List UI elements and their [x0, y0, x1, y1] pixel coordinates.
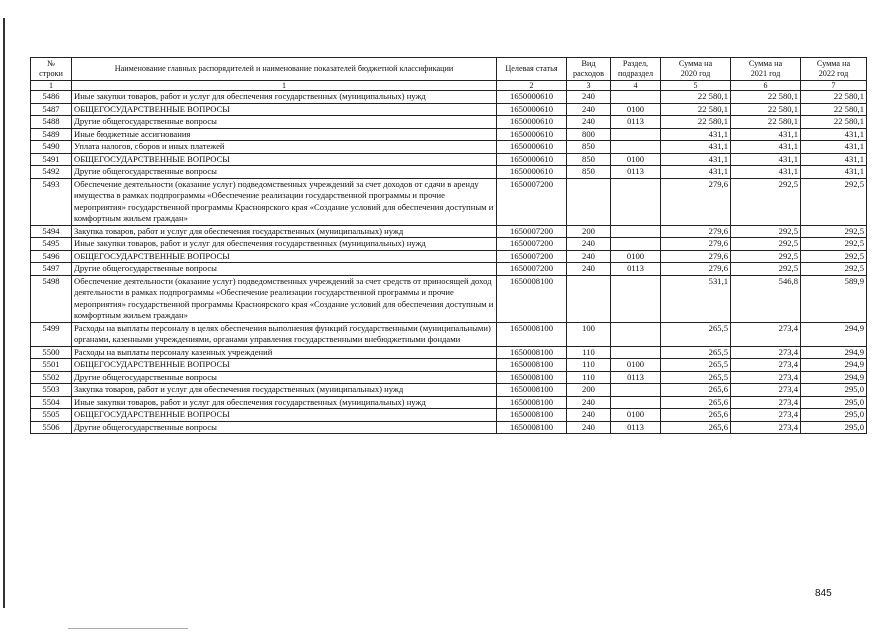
column-number: 6: [731, 81, 801, 91]
row-name: ОБЩЕГОСУДАРСТВЕННЫЕ ВОПРОСЫ: [72, 359, 497, 372]
row-number: 5488: [31, 116, 72, 129]
target-article: 1650000610: [497, 153, 567, 166]
sum-2020: 531,1: [661, 275, 731, 322]
row-name: ОБЩЕГОСУДАРСТВЕННЫЕ ВОПРОСЫ: [72, 153, 497, 166]
table-row: [31, 359, 867, 372]
expense-type: 110: [567, 359, 611, 372]
sum-2022: 431,1: [801, 153, 867, 166]
row-name: Обеспечение деятельности (оказание услуг) подведомственных учреждений за счет доходов от сдачи в аренду имущества в рамках подпрограммы «Обеспечение реализации государственной программы и прочие мероприятия» государственной программы Красноярского края «Создание условий для обеспечения доступным и комфортным жильем граждан»: [72, 178, 497, 225]
expense-type: 240: [567, 396, 611, 409]
table-row: [31, 346, 867, 359]
section-code: [611, 275, 661, 322]
sum-2021: 292,5: [731, 263, 801, 276]
table-row: [31, 225, 867, 238]
table-row: [31, 103, 867, 116]
table-row: [31, 275, 867, 322]
expense-type: [567, 275, 611, 322]
header-sum-2021: Сумма на 2021 год: [731, 58, 801, 81]
expense-type: 100: [567, 322, 611, 346]
target-article: 1650007200: [497, 238, 567, 251]
row-number: 5492: [31, 166, 72, 179]
section-code: [611, 225, 661, 238]
table-row: [31, 178, 867, 225]
section-code: [611, 91, 661, 104]
column-number: 1: [72, 81, 497, 91]
sum-2020: 279,6: [661, 263, 731, 276]
sum-2021: 22 580,1: [731, 91, 801, 104]
expense-type: 240: [567, 116, 611, 129]
sum-2022: 22 580,1: [801, 91, 867, 104]
row-name: Иные закупки товаров, работ и услуг для обеспечения государственных (муниципальных) нужд: [72, 91, 497, 104]
sum-2020: 431,1: [661, 166, 731, 179]
expense-type: 850: [567, 153, 611, 166]
target-article: 1650000610: [497, 116, 567, 129]
section-code: 0100: [611, 409, 661, 422]
sum-2020: 265,5: [661, 322, 731, 346]
target-article: 1650008100: [497, 346, 567, 359]
table-row: [31, 166, 867, 179]
section-code: [611, 178, 661, 225]
expense-type: 240: [567, 409, 611, 422]
table-row: [31, 384, 867, 397]
table-body: [31, 91, 867, 434]
row-name: Расходы на выплаты персоналу в целях обеспечения выполнения функций государственными (муниципальными) органами, казенными учреждениями, органами управления государственными внебюджетными фондами: [72, 322, 497, 346]
sum-2022: 431,1: [801, 166, 867, 179]
table-row: [31, 322, 867, 346]
sum-2022: 589,9: [801, 275, 867, 322]
row-name: Иные бюджетные ассигнования: [72, 128, 497, 141]
row-name: ОБЩЕГОСУДАРСТВЕННЫЕ ВОПРОСЫ: [72, 103, 497, 116]
header-sum-2022: Сумма на 2022 год: [801, 58, 867, 81]
target-article: 1650008100: [497, 421, 567, 434]
sum-2022: 295,0: [801, 384, 867, 397]
table-row: [31, 91, 867, 104]
row-number: 5504: [31, 396, 72, 409]
expense-type: 850: [567, 166, 611, 179]
target-article: 1650007200: [497, 250, 567, 263]
row-number: 5491: [31, 153, 72, 166]
section-code: [611, 322, 661, 346]
header-expense-type: Вид расходов: [567, 58, 611, 81]
target-article: 1650000610: [497, 166, 567, 179]
table-row: [31, 141, 867, 154]
row-number: 5497: [31, 263, 72, 276]
row-name: Закупка товаров, работ и услуг для обеспечения государственных (муниципальных) нужд: [72, 225, 497, 238]
row-number: 5494: [31, 225, 72, 238]
target-article: 1650008100: [497, 275, 567, 322]
row-name: Другие общегосударственные вопросы: [72, 421, 497, 434]
sum-2020: 431,1: [661, 128, 731, 141]
row-name: Другие общегосударственные вопросы: [72, 116, 497, 129]
section-code: 0100: [611, 153, 661, 166]
sum-2022: 431,1: [801, 128, 867, 141]
sum-2021: 431,1: [731, 141, 801, 154]
row-name: Иные закупки товаров, работ и услуг для обеспечения государственных (муниципальных) нужд: [72, 238, 497, 251]
row-name: Закупка товаров, работ и услуг для обеспечения государственных (муниципальных) нужд: [72, 384, 497, 397]
header-sum-2020: Сумма на 2020 год: [661, 58, 731, 81]
section-code: 0100: [611, 103, 661, 116]
expense-type: 240: [567, 238, 611, 251]
expense-type: 110: [567, 346, 611, 359]
row-name: Другие общегосударственные вопросы: [72, 371, 497, 384]
sum-2021: 292,5: [731, 225, 801, 238]
sum-2022: 292,5: [801, 238, 867, 251]
table-row: [31, 396, 867, 409]
sum-2021: 22 580,1: [731, 116, 801, 129]
column-number: 3: [567, 81, 611, 91]
target-article: 1650007200: [497, 178, 567, 225]
sum-2020: 279,6: [661, 238, 731, 251]
row-number: 5495: [31, 238, 72, 251]
row-number: 5505: [31, 409, 72, 422]
margin-line: [3, 18, 5, 608]
sum-2021: 431,1: [731, 153, 801, 166]
row-number: 5489: [31, 128, 72, 141]
table-row: [31, 421, 867, 434]
section-code: [611, 396, 661, 409]
sum-2021: 431,1: [731, 166, 801, 179]
sum-2021: 22 580,1: [731, 103, 801, 116]
row-number: 5496: [31, 250, 72, 263]
table-row: [31, 250, 867, 263]
sum-2021: 273,4: [731, 384, 801, 397]
row-name: Обеспечение деятельности (оказание услуг) подведомственных учреждений за счет средств от приносящей доход деятельности в рамках подпрограммы «Обеспечение реализации государственной программы и прочие мероприятия» государственной программы Красноярского края «Создание условий для обеспечения доступным и комфортным жильем граждан»: [72, 275, 497, 322]
row-number: 5487: [31, 103, 72, 116]
sum-2021: 273,4: [731, 421, 801, 434]
column-number: 4: [611, 81, 661, 91]
expense-type: 200: [567, 384, 611, 397]
sum-2021: 273,4: [731, 322, 801, 346]
column-number: 7: [801, 81, 867, 91]
sum-2020: 279,6: [661, 178, 731, 225]
sum-2020: 279,6: [661, 250, 731, 263]
sum-2022: 295,0: [801, 409, 867, 422]
sum-2020: 279,6: [661, 225, 731, 238]
sum-2022: 292,5: [801, 250, 867, 263]
expense-type: 110: [567, 371, 611, 384]
header-section: Раздел, подраздел: [611, 58, 661, 81]
expense-type: 240: [567, 421, 611, 434]
row-number: 5499: [31, 322, 72, 346]
sum-2022: 22 580,1: [801, 103, 867, 116]
sum-2021: 273,4: [731, 346, 801, 359]
sum-2022: 295,0: [801, 421, 867, 434]
row-number: 5500: [31, 346, 72, 359]
target-article: 1650007200: [497, 263, 567, 276]
header-name: Наименование главных распорядителей и наименование показателей бюджетной классификации: [72, 58, 497, 81]
sum-2021: 273,4: [731, 359, 801, 372]
sum-2021: 273,4: [731, 409, 801, 422]
row-number: 5506: [31, 421, 72, 434]
row-name: Уплата налогов, сборов и иных платежей: [72, 141, 497, 154]
target-article: 1650008100: [497, 396, 567, 409]
section-code: [611, 141, 661, 154]
sum-2020: 22 580,1: [661, 103, 731, 116]
table-row: [31, 238, 867, 251]
sum-2020: 265,6: [661, 396, 731, 409]
section-code: [611, 238, 661, 251]
table-row: [31, 128, 867, 141]
sum-2020: 265,5: [661, 359, 731, 372]
sum-2022: 431,1: [801, 141, 867, 154]
column-number: 1: [31, 81, 72, 91]
expense-type: 240: [567, 91, 611, 104]
sum-2021: 546,8: [731, 275, 801, 322]
sum-2020: 22 580,1: [661, 91, 731, 104]
section-code: 0100: [611, 250, 661, 263]
header-target-article: Целевая статья: [497, 58, 567, 81]
sum-2022: 294,9: [801, 371, 867, 384]
target-article: 1650000610: [497, 91, 567, 104]
row-name: Расходы на выплаты персоналу казенных учреждений: [72, 346, 497, 359]
target-article: 1650008100: [497, 409, 567, 422]
expense-type: 800: [567, 128, 611, 141]
section-code: 0113: [611, 421, 661, 434]
table-row: [31, 116, 867, 129]
section-code: 0113: [611, 263, 661, 276]
sum-2021: 292,5: [731, 250, 801, 263]
target-article: 1650008100: [497, 322, 567, 346]
row-number: 5498: [31, 275, 72, 322]
row-number: 5502: [31, 371, 72, 384]
expense-type: [567, 178, 611, 225]
section-code: 0113: [611, 371, 661, 384]
target-article: 1650000610: [497, 128, 567, 141]
target-article: 1650008100: [497, 359, 567, 372]
sum-2021: 292,5: [731, 238, 801, 251]
page-number: 845: [815, 588, 832, 599]
sum-2020: 431,1: [661, 153, 731, 166]
row-name: Иные закупки товаров, работ и услуг для обеспечения государственных (муниципальных) нужд: [72, 396, 497, 409]
sum-2021: 292,5: [731, 178, 801, 225]
expense-type: 850: [567, 141, 611, 154]
table-row: [31, 153, 867, 166]
row-number: 5501: [31, 359, 72, 372]
sum-2022: 292,5: [801, 225, 867, 238]
sum-2020: 265,5: [661, 346, 731, 359]
column-number: 2: [497, 81, 567, 91]
sum-2020: 265,6: [661, 409, 731, 422]
target-article: 1650007200: [497, 225, 567, 238]
sum-2020: 22 580,1: [661, 116, 731, 129]
sum-2022: 292,5: [801, 263, 867, 276]
row-name: ОБЩЕГОСУДАРСТВЕННЫЕ ВОПРОСЫ: [72, 409, 497, 422]
expense-type: 240: [567, 263, 611, 276]
scan-mark: [68, 628, 188, 629]
sum-2022: 22 580,1: [801, 116, 867, 129]
expense-type: 200: [567, 225, 611, 238]
section-code: [611, 128, 661, 141]
sum-2022: 294,9: [801, 322, 867, 346]
section-code: 0113: [611, 166, 661, 179]
header-row: [31, 58, 867, 81]
sum-2022: 294,9: [801, 359, 867, 372]
sum-2021: 431,1: [731, 128, 801, 141]
section-code: [611, 346, 661, 359]
sum-2022: 295,0: [801, 396, 867, 409]
sum-2020: 265,5: [661, 371, 731, 384]
row-number: 5493: [31, 178, 72, 225]
row-number: 5503: [31, 384, 72, 397]
table-row: [31, 263, 867, 276]
section-code: 0100: [611, 359, 661, 372]
target-article: 1650000610: [497, 141, 567, 154]
table-row: [31, 409, 867, 422]
sum-2022: 292,5: [801, 178, 867, 225]
target-article: 1650000610: [497, 103, 567, 116]
section-code: [611, 384, 661, 397]
row-name: Другие общегосударственные вопросы: [72, 263, 497, 276]
sum-2021: 273,4: [731, 396, 801, 409]
row-number: 5490: [31, 141, 72, 154]
row-name: Другие общегосударственные вопросы: [72, 166, 497, 179]
column-number-row: [31, 81, 867, 91]
table-row: [31, 371, 867, 384]
expense-type: 240: [567, 103, 611, 116]
section-code: 0113: [611, 116, 661, 129]
sum-2021: 273,4: [731, 371, 801, 384]
budget-table: [30, 57, 867, 434]
target-article: 1650008100: [497, 371, 567, 384]
header-row-number: № строки: [31, 58, 72, 81]
row-number: 5486: [31, 91, 72, 104]
sum-2022: 294,9: [801, 346, 867, 359]
sum-2020: 431,1: [661, 141, 731, 154]
sum-2020: 265,6: [661, 384, 731, 397]
target-article: 1650008100: [497, 384, 567, 397]
sum-2020: 265,6: [661, 421, 731, 434]
row-name: ОБЩЕГОСУДАРСТВЕННЫЕ ВОПРОСЫ: [72, 250, 497, 263]
column-number: 5: [661, 81, 731, 91]
expense-type: 240: [567, 250, 611, 263]
